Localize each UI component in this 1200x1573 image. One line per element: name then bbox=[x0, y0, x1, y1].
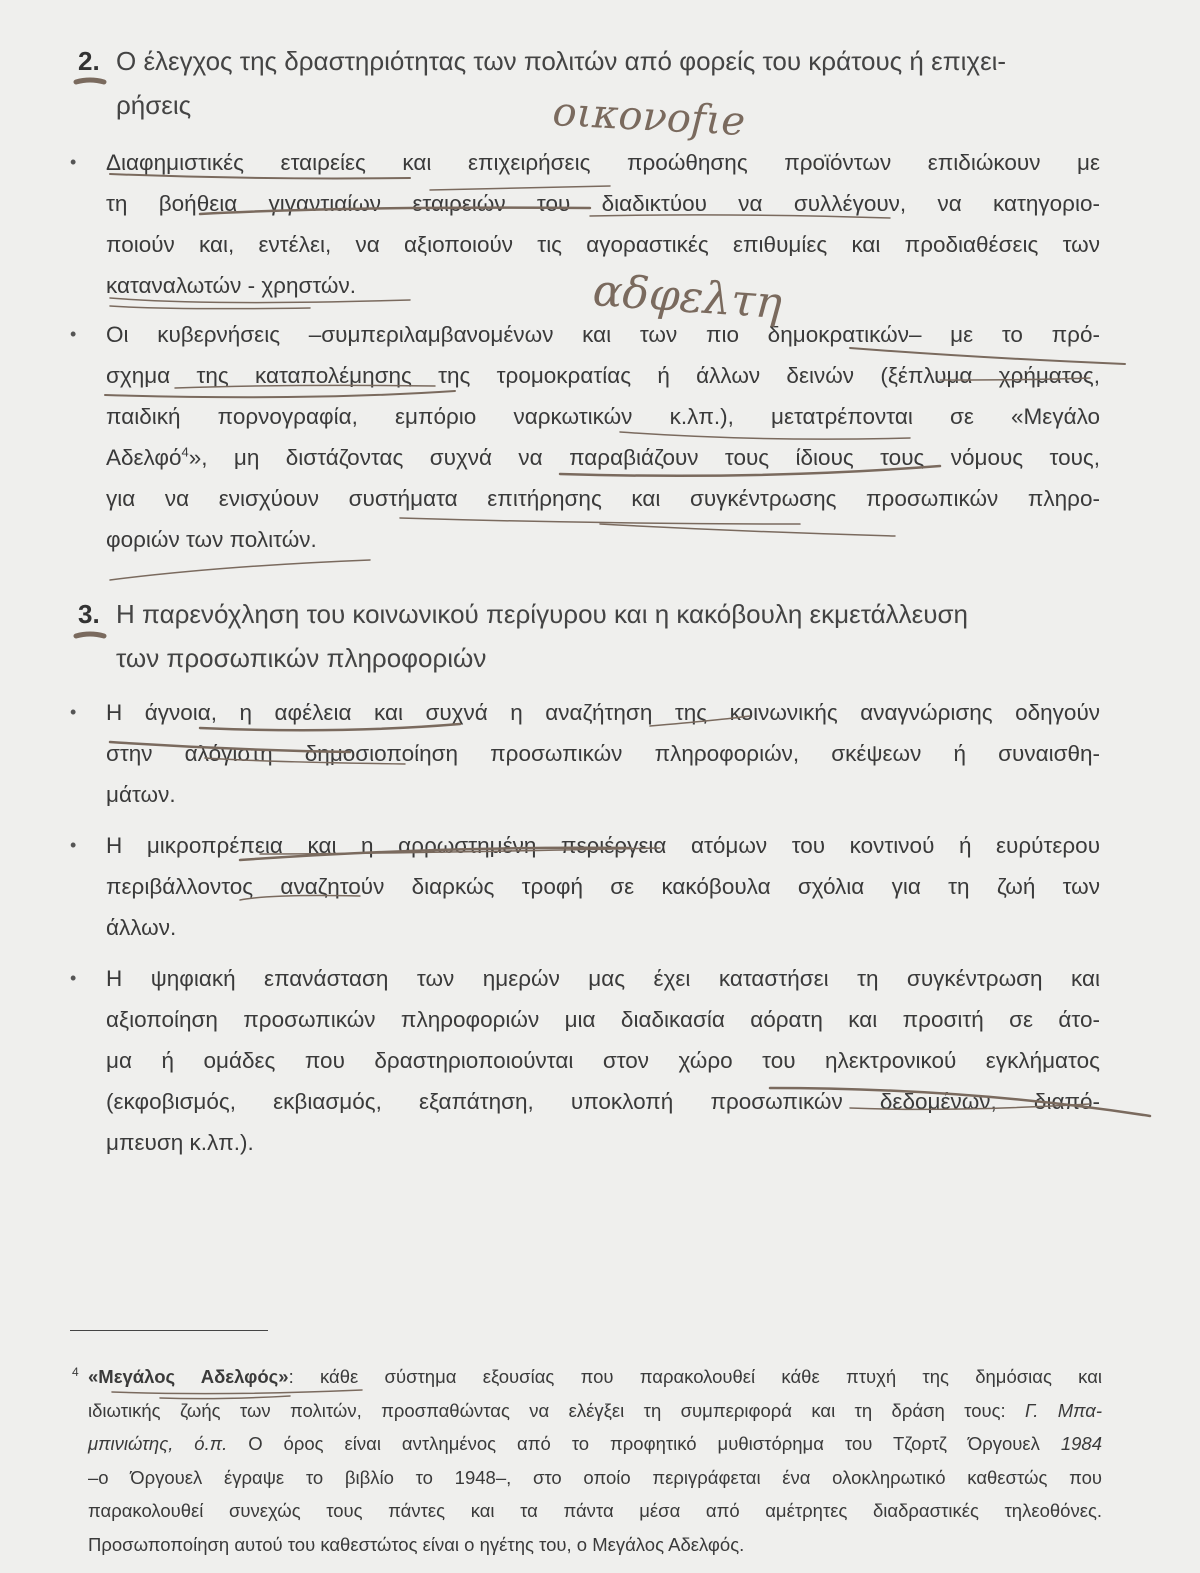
novel-title: 1984 bbox=[1060, 1433, 1102, 1454]
bullet-icon: • bbox=[70, 702, 77, 722]
underline bbox=[110, 306, 310, 309]
citation-author: μπινιώτης, ό.π. bbox=[88, 1433, 228, 1454]
text-fragment: Ο όρος είναι αντλημένος από το προφητικό μυθιστόρημα του Τζορτζ Όργουελ bbox=[227, 1433, 1061, 1454]
text-fragment: : κάθε σύστημα εξουσίας που παρακολουθεί κάθε πτυχή της δημόσιας και bbox=[288, 1366, 1103, 1387]
footnote-reference: 4 bbox=[181, 444, 189, 460]
text-fragment: Αδελφό bbox=[106, 445, 182, 470]
footnote-line bbox=[88, 1360, 1102, 1394]
section-3-number: 3. bbox=[78, 599, 100, 629]
bullet-icon: • bbox=[70, 835, 77, 855]
bullet-icon: • bbox=[70, 324, 77, 344]
text-line: αξιοποίηση προσωπικών πληροφοριών μια διαδικασία αόρατη και προσιτή σε άτο- bbox=[106, 1007, 1100, 1032]
heading-line: των προσωπικών πληροφοριών bbox=[116, 643, 487, 673]
text-line: άλλων. bbox=[106, 915, 177, 940]
text-line: παιδική πορνογραφία, εμπόριο ναρκωτικών κ.λπ.), μετατρέπονται σε «Μεγάλο bbox=[106, 404, 1100, 429]
bullet-icon: • bbox=[70, 152, 77, 172]
text-line-with-footnote-ref bbox=[106, 437, 1100, 478]
footnote-line: –ο Όργουελ έγραψε το βιβλίο το 1948–, στο οποίο περιγράφεται ένα ολοκληρωτικό καθεστώς που bbox=[88, 1466, 1102, 1488]
text-line: ποιούν και, εντέλει, να αξιοποιούν τις αγοραστικές επιθυμίες και προδιαθέσεις των bbox=[106, 232, 1100, 257]
text-line: μπευση κ.λπ.). bbox=[106, 1130, 254, 1155]
text-fragment: ιδιωτικής ζωής των πολιτών, προσπαθώντας να ελέγξει τη συμπεριφορά και τη δράση τους: bbox=[88, 1399, 1026, 1421]
text-line: Η ψηφιακή επανάσταση των ημερών μας έχει καταστήσει τη συγκέντρωση και bbox=[106, 966, 1100, 991]
text-line: καταναλωτών - χρηστών. bbox=[106, 273, 357, 298]
section-2-heading bbox=[78, 39, 1108, 127]
text-line: Οι κυβερνήσεις –συμπεριλαμβανομένων και των πιο δημοκρατικών– με το πρό- bbox=[106, 322, 1100, 347]
section-2-number: 2. bbox=[78, 46, 100, 76]
bullet-icon: • bbox=[70, 968, 77, 988]
text-line: μάτων. bbox=[106, 782, 176, 807]
footnote-term: «Μεγάλος Αδελφός» bbox=[88, 1366, 289, 1387]
text-line: (εκφοβισμός, εκβιασμός, εξαπάτηση, υποκλοπή προσωπικών δεδομένων, διαπό- bbox=[106, 1089, 1100, 1114]
footnote-line bbox=[88, 1427, 1102, 1461]
text-line: Η μικροπρέπεια και η αρρωστημένη περιέργεια ατόμων του κοντινού ή ευρύτερου bbox=[106, 833, 1100, 858]
text-line: περιβάλλοντος αναζητούν διαρκώς τροφή σε κακόβουλα σχόλια για τη ζωή των bbox=[106, 874, 1100, 899]
text-line: σχημα της καταπολέμησης της τρομοκρατίας ή άλλων δεινών (ξέπλυμα χρήματος, bbox=[106, 363, 1100, 388]
section-3-heading bbox=[78, 592, 1108, 680]
footnote-separator bbox=[70, 1330, 268, 1331]
heading-line: ρήσεις bbox=[116, 90, 192, 120]
list-item bbox=[70, 142, 1100, 306]
footnote-line bbox=[88, 1394, 1102, 1428]
text-line: φοριών των πολιτών. bbox=[106, 527, 317, 552]
underline bbox=[110, 560, 370, 580]
list-item bbox=[70, 314, 1100, 560]
list-item bbox=[70, 958, 1100, 1163]
list-item bbox=[70, 825, 1100, 948]
text-line: για να ενισχύουν συστήματα επιτήρησης και συγκέντρωσης προσωπικών πληρο- bbox=[106, 486, 1100, 511]
list-item bbox=[70, 692, 1100, 815]
footnote-number: 4 bbox=[72, 1365, 79, 1379]
section-2-title bbox=[78, 39, 1108, 127]
citation-author: Γ. Μπα- bbox=[1025, 1399, 1103, 1421]
handwritten-note-1: οικονοfιe bbox=[551, 89, 747, 146]
heading-line: Η παρενόχληση του κοινωνικού περίγυρου και η κακόβουλη εκμετάλλευση bbox=[116, 599, 968, 629]
text-line: μα ή ομάδες που δραστηριοποιούνται στον χώρο του ηλεκτρονικού εγκλήματος bbox=[106, 1048, 1100, 1073]
text-line: Διαφημιστικές εταιρείες και επιχειρήσεις προώθησης προϊόντων επιδιώκουν με bbox=[106, 150, 1100, 175]
section-3-title bbox=[78, 592, 1108, 680]
text-line: στην αλόγιστη δημοσιοποίηση προσωπικών πληροφοριών, σκέψεων ή συναισθη- bbox=[106, 741, 1100, 766]
footnote bbox=[72, 1360, 1102, 1561]
text-line: Η άγνοια, η αφέλεια και συχνά η αναζήτηση της κοινωνικής αναγνώρισης οδηγούν bbox=[106, 700, 1100, 725]
text-fragment: », μη διστάζοντας συχνά να παραβιάζουν τους ίδιους τους νόμους τους, bbox=[188, 445, 1100, 470]
footnote-line: παρακολουθεί συνεχώς τους πάντες και τα πάντα μέσα από αμέτρητες διαδραστικές τηλεοθόνες. bbox=[88, 1500, 1102, 1521]
text-line: τη βοήθεια γιγαντιαίων εταιρειών του διαδικτύου να συλλέγουν, να κατηγοριο- bbox=[106, 191, 1100, 216]
heading-line: Ο έλεγχος της δραστηριότητας των πολιτών από φορείς του κράτους ή επιχει- bbox=[116, 46, 1007, 76]
handwritten-note-2: αδφελτη bbox=[591, 265, 784, 330]
footnote-line: Προσωποποίηση αυτού του καθεστώτος είναι ο ηγέτης του, ο Μεγάλος Αδελφός. bbox=[88, 1533, 745, 1555]
